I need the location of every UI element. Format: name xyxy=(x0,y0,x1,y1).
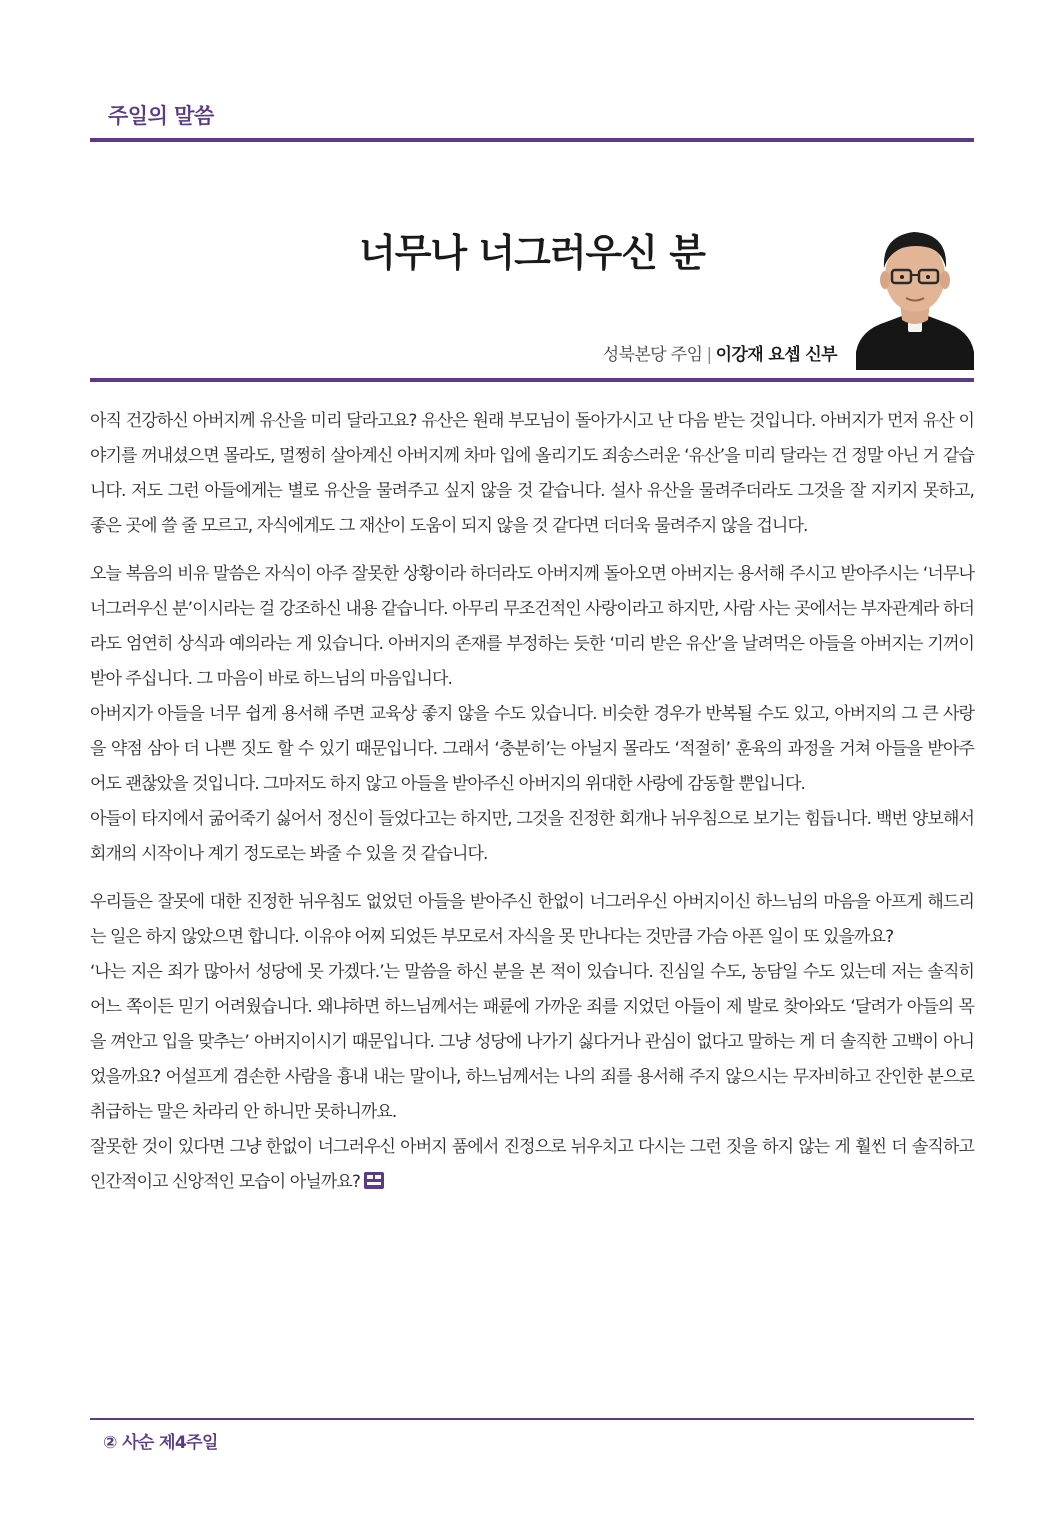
end-mark-icon xyxy=(364,1167,384,1184)
section-label: 주일의 말씀 xyxy=(108,104,214,128)
paragraph-text: 잘못한 것이 있다면 그냥 한없이 너그러우신 아버지 품에서 진정으로 뉘우치고 다시는 그런 짓을 하지 않는 게 훨씬 더 솔직하고 인간적이고 신앙적인 모습이 아닐까요? xyxy=(90,1137,974,1192)
author-role: 성북본당 주임 xyxy=(602,345,703,365)
footer-divider xyxy=(90,1418,974,1420)
paragraph: 아버지가 아들을 너무 쉽게 용서해 주면 교육상 좋지 않을 수도 있습니다. 비슷한 경우가 반복될 수도 있고, 아버지의 그 큰 사랑을 약점 삼아 더 나쁜 짓도 할 수 있기 때문입니다. 그래서 ‘충분히’는 아닐지 몰라도 ‘적절히’ 훈육의 과정을 거쳐 아들을 받아주어도 괜찮았을 것입니다. 그마저도 하지 않고 아들을 받아주신 아버지의 위대한 사랑에 감동할 뿐입니다. xyxy=(90,704,974,794)
paragraph: 아들이 타지에서 굶어죽기 싫어서 정신이 들었다고는 하지만, 그것을 진정한 회개나 뉘우침으로 보기는 힘듭니다. 백번 양보해서 회개의 시작이나 계기 정도로는 봐줄 수 있을 것 같습니다. xyxy=(90,809,974,864)
title-divider xyxy=(90,378,974,382)
byline-separator: | xyxy=(706,345,712,365)
page-footer: ② 사순 제4주일 xyxy=(103,1433,218,1453)
header-divider xyxy=(90,138,974,142)
author-byline xyxy=(603,340,837,365)
paragraph: 아직 건강하신 아버지께 유산을 미리 달라고요? 유산은 원래 부모님이 돌아가시고 난 다음 받는 것입니다. 아버지가 먼저 유산 이야기를 꺼내셨으면 몰라도, 멀쩡히 살아계신 아버지께 차마 입에 올리기도 죄송스러운 ‘유산’을 미리 달라는 건 정말 아닌 거 같습니다. 저도 그런 아들에게는 별로 유산을 물려주고 싶지 않을 것 같습니다. 설사 유산을 물려주더라도 그것을 잘 지키지 못하고, 좋은 곳에 쓸 줄 모르고, 자식에게도 그 재산이 도움이 되지 않을 것 같다면 더더욱 물려주지 않을 겁니다. xyxy=(90,411,974,536)
article-body xyxy=(90,404,974,1200)
author-name: 이강재 요셉 신부 xyxy=(715,345,837,365)
author-portrait xyxy=(856,210,974,370)
paragraph: ‘나는 지은 죄가 많아서 성당에 못 가겠다.’는 말씀을 하신 분을 본 적이 있습니다. 진심일 수도, 농담일 수도 있는데 저는 솔직히 어느 쪽이든 믿기 어려웠습니다. 왜냐하면 하느님께서는 패륜에 가까운 죄를 지었던 아들이 제 발로 찾아와도 ‘달려가 아들의 목을 껴안고 입을 맞추는’ 아버지이시기 때문입니다. 그냥 성당에 나가기 싫다거나 관심이 없다고 말하는 게 더 솔직한 고백이 아니었을까요? 어설프게 겸손한 사람을 흉내 내는 말이나, 하느님께서는 나의 죄를 용서해 주지 않으시는 무자비하고 잔인한 분으로 취급하는 말은 차라리 안 하니만 못하니까요. xyxy=(90,962,974,1122)
paragraph: 오늘 복음의 비유 말씀은 자식이 아주 잘못한 상황이라 하더라도 아버지께 돌아오면 아버지는 용서해 주시고 받아주시는 ‘너무나 너그러우신 분’이시라는 걸 강조하신 내용 같습니다. 아무리 무조건적인 사랑이라고 하지만, 사람 사는 곳에서는 부자관계라 하더라도 엄연히 상식과 예의라는 게 있습니다. 아버지의 존재를 부정하는 듯한 ‘미리 받은 유산’을 날려먹은 아들을 아버지는 기꺼이 받아 주십니다. 그 마음이 바로 하느님의 마음입니다. xyxy=(90,564,974,689)
page-title: 너무나 너그러우신 분 xyxy=(359,231,705,275)
paragraph: 우리들은 잘못에 대한 진정한 뉘우침도 없었던 아들을 받아주신 한없이 너그러우신 아버지이신 하느님의 마음을 아프게 해드리는 일은 하지 않았으면 합니다. 이유야 어찌 되었든 부모로서 자식을 못 만나다는 것만큼 가슴 아픈 일이 또 있을까요? xyxy=(90,892,974,947)
paragraph-last xyxy=(90,1130,974,1200)
